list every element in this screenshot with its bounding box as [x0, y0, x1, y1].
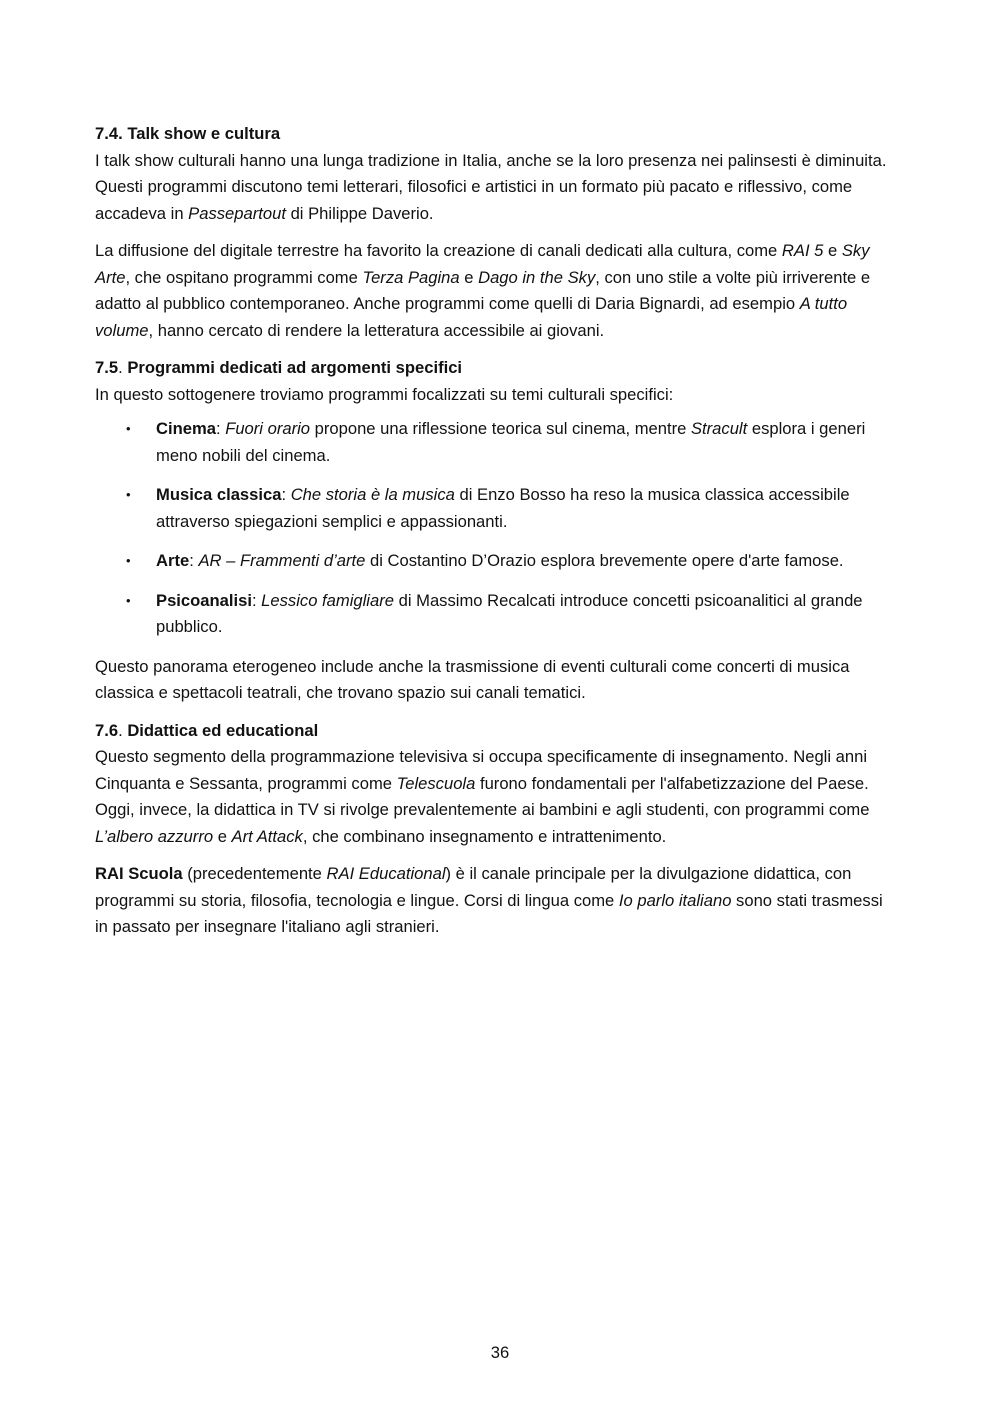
bullet-icon: • [126, 592, 131, 608]
list-item: • Musica classica: Che storia è la musica di Enzo Bosso ha reso la musica classica accessibile attraverso spiegazioni semplici e appassionanti. [95, 482, 900, 535]
section-heading: 7.6. Didattica ed educational [95, 720, 319, 740]
list-item: • Arte: AR – Frammenti d’arte di Costantino D’Orazio esplora brevemente opere d'arte famose. [95, 548, 900, 575]
bullet-icon: • [126, 553, 131, 568]
list-item: • Psicoanalisi: Lessico famigliare di Massimo Recalcati introduce concetti psicoanalitici al grande pubblico. [95, 588, 900, 641]
page-number: 36 [490, 1343, 510, 1362]
bullet-icon: • [126, 421, 131, 436]
section-7-5 [95, 355, 900, 707]
paragraph: Questo segmento della programmazione televisiva si occupa specificamente di insegnamento. Negli anni Cinquanta e Sessanta, programmi come Telescuola furono fondamentali per l'alfabetizzazione del Paese. Oggi, invece, la didattica in TV si rivolge prevalentemente ai bambini e agli studenti, con programmi come L’albero azzurro e Art Attack, che combinano insegnamento e intrattenimento. [95, 747, 870, 846]
paragraph: RAI Scuola (precedentemente RAI Educational) è il canale principale per la divulgazione didattica, con programmi su storia, filosofia, tecnologia e lingue. Corsi di lingua come Io parlo italiano sono stati trasmessi in passato per insegnare l'italiano agli stranieri. [95, 864, 883, 936]
bullet-icon: • [126, 487, 131, 502]
section-7-6 [95, 718, 900, 941]
bullet-list [95, 416, 900, 641]
section-7-4 [95, 121, 900, 344]
list-item: • Cinema: Fuori orario propone una riflessione teorica sul cinema, mentre Stracult esplora i generi meno nobili del cinema. [95, 416, 900, 469]
paragraph: In questo sottogenere troviamo programmi focalizzati su temi culturali specifici: [95, 384, 674, 404]
section-heading: 7.5. Programmi dedicati ad argomenti specifici [95, 358, 463, 377]
paragraph: I talk show culturali hanno una lunga tradizione in Italia, anche se la loro presenza nei palinsesti è diminuita. Questi programmi discutono temi letterari, filosofici e artistici in un formato più pacato e riflessivo, come accadeva in Passepartout di Philippe Daverio. [95, 150, 887, 223]
page-body [95, 121, 900, 952]
section-heading: 7.4. Talk show e cultura [95, 124, 281, 143]
paragraph: Questo panorama eterogeneo include anche la trasmissione di eventi culturali come concerti di musica classica e spettacoli teatrali, che trovano spazio sui canali tematici. [95, 656, 850, 702]
paragraph: La diffusione del digitale terrestre ha favorito la creazione di canali dedicati alla cultura, come RAI 5 e Sky Arte, che ospitano programmi come Terza Pagina e Dago in the Sky, con uno stile a volte più irriverente e adatto al pubblico contemporaneo. Anche programmi come quelli di Daria Bignardi, ad esempio A tutto volume, hanno cercato di rendere la letteratura accessibile ai giovani. [95, 241, 871, 340]
